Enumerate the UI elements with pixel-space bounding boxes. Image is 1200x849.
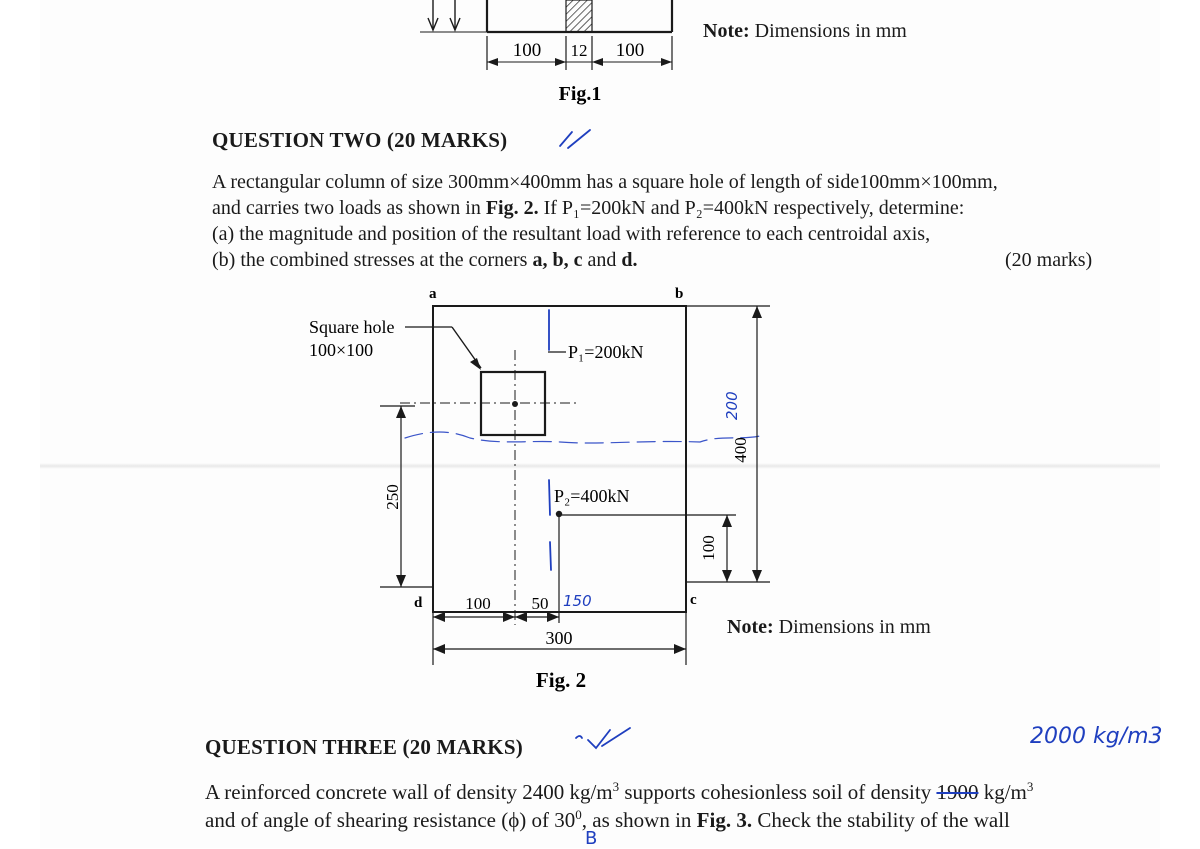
corner-a: a bbox=[429, 286, 437, 302]
hand-b: B bbox=[585, 828, 598, 849]
dim-300: 300 bbox=[545, 628, 573, 648]
fig1-drawing bbox=[0, 0, 1200, 110]
tick-mark bbox=[556, 126, 596, 152]
dim-100-right: 100 bbox=[699, 535, 718, 561]
hand-150: 150 bbox=[563, 592, 592, 610]
q2-line-2: and carries two loads as shown in Fig. 2. If P₁=200kN and P₂=400kN respectively, determine: bbox=[212, 197, 965, 219]
dim-50: 50 bbox=[531, 594, 549, 613]
q2-line-3: (a) the magnitude and position of the resultant load with reference to each centroidal axis, bbox=[212, 223, 931, 245]
q3-line-2: and of angle of shearing resistance (ϕ) of $30^0$, as shown in Fig. 3. Check the stability of the wall bbox=[205, 807, 1010, 832]
corner-b: b bbox=[675, 286, 684, 302]
hole-label: Square hole bbox=[309, 317, 395, 337]
q2-line-1: A rectangular column of size 300mm×400mm has a square hole of length of side100mm×100mm, bbox=[212, 171, 998, 193]
q3-title: QUESTION THREE (20 MARKS) bbox=[205, 735, 523, 759]
fig1-hatched-web bbox=[566, 0, 592, 32]
q3-line-1: A reinforced concrete wall of density 2400 $kg/m^3$ supports cohesionless soil of density 1900 $kg/m^3$ bbox=[205, 779, 1034, 804]
dim-250: 250 bbox=[383, 484, 402, 510]
tick-mark-2 bbox=[574, 724, 636, 752]
hand-200: 200 bbox=[723, 391, 741, 420]
fig2-drawing bbox=[0, 280, 1200, 700]
hole-size-label: 100×100 bbox=[309, 340, 374, 360]
fig1-dim-right: 100 bbox=[615, 40, 645, 61]
load-p2: P₂=400kN bbox=[554, 486, 630, 506]
corner-c: c bbox=[690, 592, 697, 608]
dim-400: 400 bbox=[731, 437, 750, 463]
hand-density: 2000 kg/m3 bbox=[1030, 724, 1163, 749]
fig1-note: Note: Dimensions in mm bbox=[703, 20, 907, 42]
fig2-caption: Fig. 2 bbox=[535, 668, 587, 692]
q2-marks: (20 marks) bbox=[1005, 249, 1093, 271]
fig1-dim-left: 100 bbox=[512, 40, 542, 61]
dim-100-bottom: 100 bbox=[465, 594, 491, 613]
corner-d: d bbox=[414, 595, 423, 611]
fig1-dim-web: 12 bbox=[570, 41, 588, 60]
fig2-note: Note: Dimensions in mm bbox=[727, 616, 931, 638]
load-p1: P₁=200kN bbox=[568, 342, 644, 362]
q2-line-4: (b) the combined stresses at the corners a, b, c and d. bbox=[212, 249, 638, 271]
q2-title: QUESTION TWO (20 MARKS) bbox=[212, 128, 508, 152]
fig1-caption: Fig.1 bbox=[558, 83, 602, 105]
